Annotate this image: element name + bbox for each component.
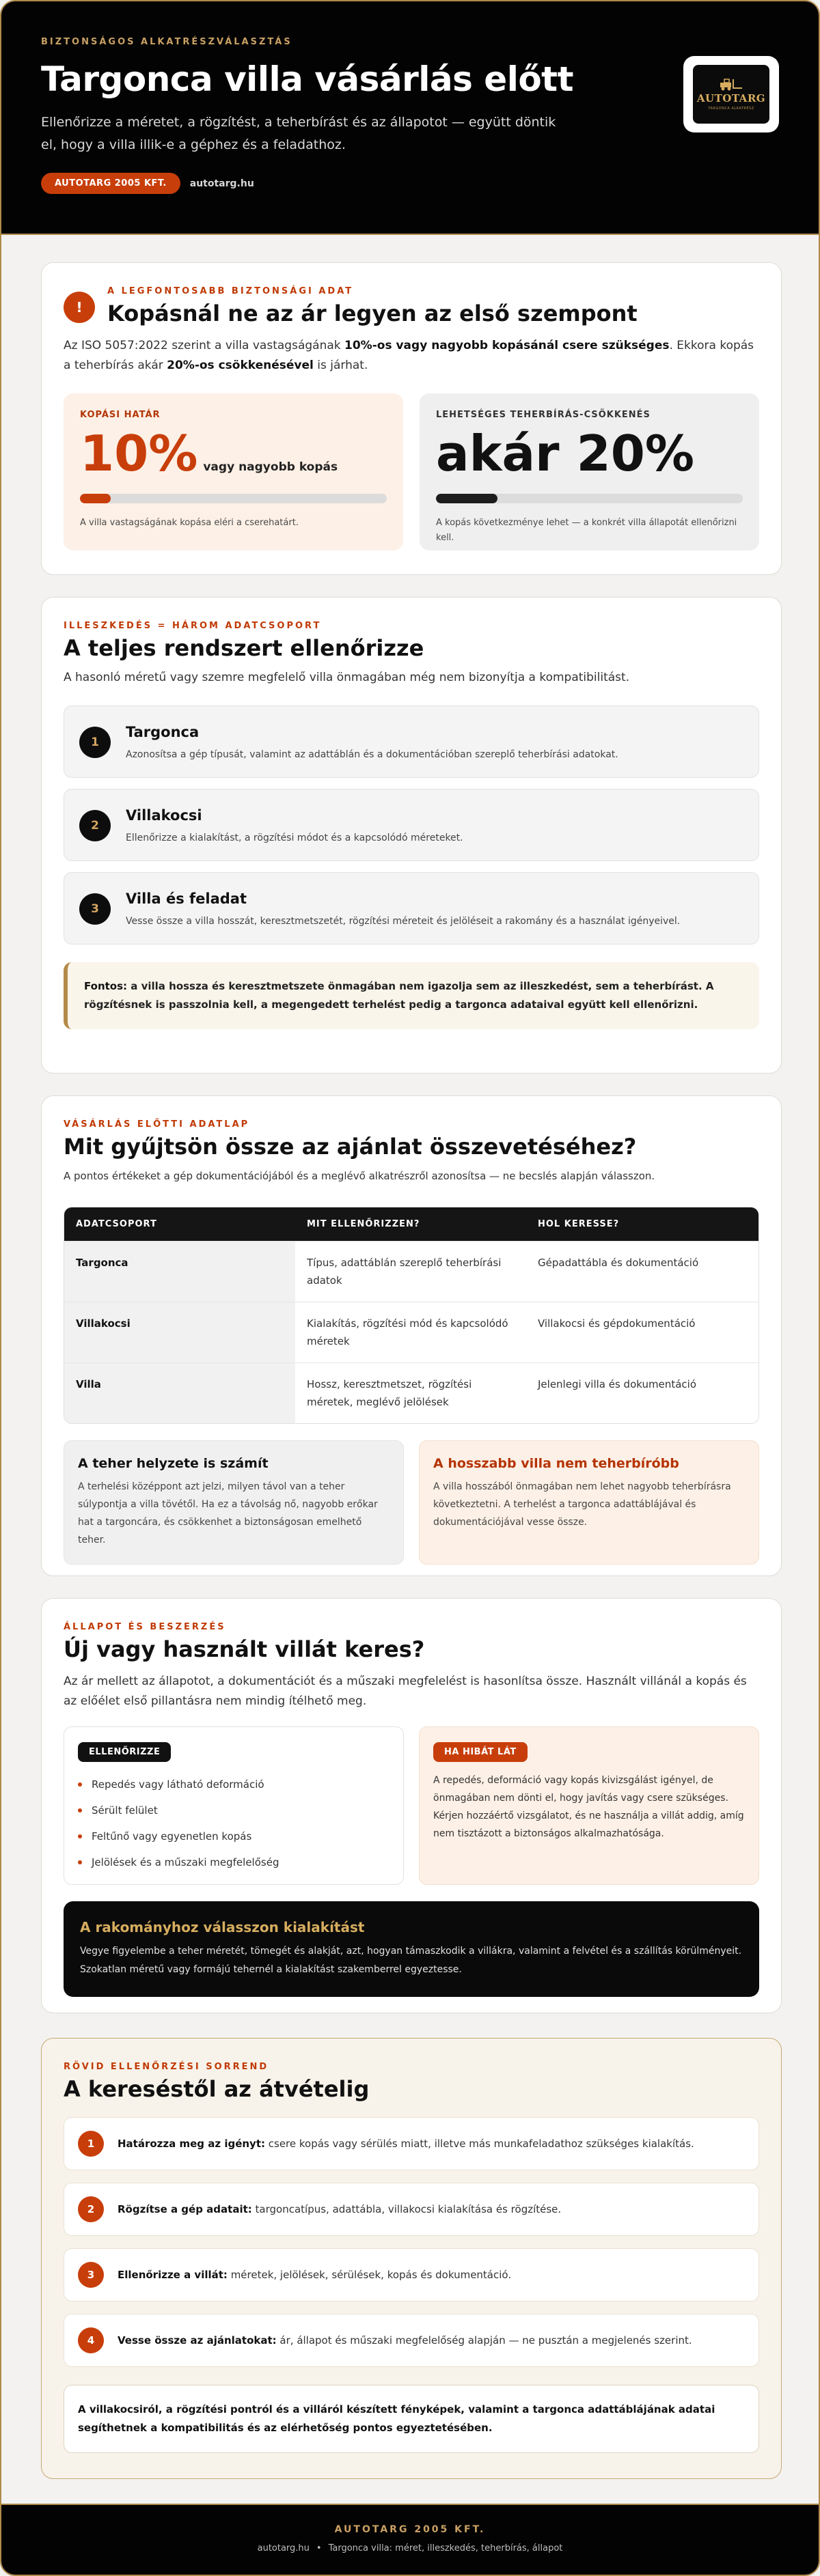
stat-suffix: vagy nagyobb kopás (203, 460, 338, 474)
number-badge: 2 (79, 810, 111, 841)
important-callout: Fontos: a villa hossza és keresztmetszete önmagában nem igazolja sem az illeszkedést, sem a teherbírást. A rögzítésnek is passzolnia kell, a megengedett terhelést pedig a targonca adataival együtt kell ellenőrizni. (64, 962, 759, 1029)
safety-title: Kopásnál ne az ár legyen az első szempont (107, 300, 638, 326)
fit-list (64, 705, 759, 944)
table-cell: Hossz, keresztmetszet, rögzítési méretek, meglévő jelölések (295, 1362, 526, 1423)
fit-intro: A hasonló méretű vagy szemre megfelelő villa önmagában még nem bizonyítja a kompatibilitást. (64, 671, 630, 684)
column-header: HOL KERESSE? (526, 1207, 758, 1241)
sheet-eyebrow: VÁSÁRLÁS ELŐTTI ADATLAP (64, 1119, 250, 1130)
logo-text: AUTOTARG (696, 92, 766, 104)
stat-value: akár 20% (436, 425, 694, 482)
forklift-icon (718, 79, 745, 91)
safety-head (64, 286, 759, 326)
safety-card (41, 262, 782, 575)
step-number: 3 (78, 2262, 104, 2288)
table-row (64, 1362, 758, 1423)
footer-line: autotarg.hu • Targonca villa: méret, illeszkedés, teherbírás, állapot (257, 2543, 563, 2553)
steps-eyebrow: RÖVID ELLENŐRZÉSI SORREND (64, 2062, 269, 2072)
stat-label: LEHETSÉGES TEHERBÍRÁS-CSÖKKENÉS (436, 410, 651, 420)
logo-subtext: TARGONCA ALKATRÉSZ (708, 106, 754, 111)
step-text: Rögzítse a gép adatait: targoncatípus, adattábla, villakocsi kialakítása és rögzítése. (118, 2203, 562, 2215)
stat-capacity-reduction (420, 393, 759, 550)
steps-card (41, 2038, 782, 2479)
safety-eyebrow: A LEGFONTOSABB BIZTONSÁGI ADAT (107, 286, 354, 296)
list-item: Repedés vagy látható deformáció (78, 1772, 390, 1797)
table-cell: Villa (64, 1362, 295, 1423)
page-footer (1, 2504, 819, 2575)
step-number: 4 (78, 2327, 104, 2353)
footer-site-link[interactable]: autotarg.hu (257, 2543, 310, 2553)
column-header: ADATCSOPORT (64, 1207, 295, 1241)
longer-fork-box (419, 1440, 759, 1565)
step-text: Ellenőrizze a villát: méretek, jelölések, sérülések, kopás és dokumentáció. (118, 2269, 512, 2281)
info-boxes (64, 1440, 759, 1565)
safety-intro: Az ISO 5057:2022 szerint a villa vastagságának 10%-os vagy nagyobb kopásánál csere szükséges. Ekkora kopás a teherbírás akár 20%-os csökkenésével is járhat. (64, 339, 754, 372)
header-eyebrow: BIZTONSÁGOS ALKATRÉSZVÁLASZTÁS (41, 37, 292, 47)
box-desc: A terhelési középpont azt jelzi, milyen távol van a teher súlypontja a villa tövétől. Ha ez a távolság nő, nagyobb erőkar hat a targoncára, és csökkenhet a biztonságosan emelhető teher. (78, 1481, 378, 1545)
step-number: 1 (78, 2131, 104, 2157)
item-desc: Azonosítsa a gép típusát, valamint az adattáblán és a dokumentációban szereplő teherbírási adatokat. (126, 749, 618, 760)
condition-title: Új vagy használt villát keres? (64, 1636, 425, 1662)
load-banner (64, 1901, 759, 1997)
step-text: Vesse össze az ajánlatokat: ár, állapot és műszaki megfelelőség alapján — ne pusztán a megjelenés szerint. (118, 2334, 692, 2347)
footer-brand: AUTOTARG 2005 KFT. (334, 2524, 486, 2535)
table-cell: Típus, adattáblán szereplő teherbírási adatok (295, 1241, 526, 1302)
number-badge: 3 (79, 893, 111, 925)
datasheet-card (41, 1095, 782, 1576)
condition-intro: Az ár mellett az állapotot, a dokumentációt és a műszaki megfelelést is hasonlítsa össze. Használt villánál a kopás és az előélet első pillantásra nem mindig ítélhető meg. (64, 1675, 747, 1708)
list-item (64, 2183, 759, 2236)
site-link[interactable]: autotarg.hu (189, 178, 254, 189)
list-item: Jelölések és a műszaki megfelelőség (78, 1849, 390, 1875)
list-item: Feltűnő vagy egyenetlen kopás (78, 1823, 390, 1849)
item-title: Villakocsi (126, 807, 202, 824)
page-header (1, 1, 819, 235)
alert-icon: ! (64, 292, 95, 323)
column-header: MIT ELLENŐRIZZEN? (295, 1207, 526, 1241)
safety-highlight-2: 20%-os csökkenésével (167, 359, 314, 372)
item-title: Villa és feladat (126, 891, 247, 907)
stat-note: A villa vastagságának kopása eléri a cserehatárt. (80, 518, 299, 528)
fit-title: A teljes rendszert ellenőrizze (64, 635, 424, 661)
bullet-icon (78, 1808, 82, 1812)
banner-title: A rakományhoz válasszon kialakítást (80, 1919, 365, 1935)
sheet-title: Mit gyűjtsön össze az ajánlat összevetéséhez? (64, 1134, 637, 1160)
list-item (64, 872, 759, 944)
step-text: Határozza meg az igényt: csere kopás vagy sérülés miatt, illetve más munkafeladathoz szükséges kialakítás. (118, 2138, 694, 2150)
box-title: A hosszabb villa nem teherbíróbb (433, 1456, 679, 1471)
stat-row (64, 393, 759, 550)
stat-label: KOPÁSI HATÁR (80, 410, 161, 420)
header-meta (41, 173, 779, 194)
number-badge: 1 (79, 727, 111, 758)
condition-eyebrow: ÁLLAPOT ÉS BESZERZÉS (64, 1622, 226, 1632)
fault-text: A repedés, deformáció vagy kopás kivizsgálást igényel, de önmagában nem dönti el, hogy javítás vagy csere szükséges. Kérjen hozzáértő vizsgálatot, és ne használja a villát addig, amíg nem tisztázott a biztonságos alkalmazhatósága. (433, 1775, 744, 1839)
fault-box (419, 1726, 759, 1885)
page-title: Targonca villa vásárlás előtt (41, 59, 573, 99)
logo-inner (693, 65, 769, 124)
stat-value: 10% (80, 425, 198, 482)
steps-title: A kereséstől az átvételig (64, 2076, 370, 2102)
check-box (64, 1726, 404, 1885)
final-note: A villakocsiról, a rögzítési pontról és a villáról készített fényképek, valamint a targonca adattáblájának adatai segíthetnek a kompatibilitás és az elérhetőség pontos egyeztetésében. (64, 2385, 759, 2453)
stat-bar-fill (80, 494, 111, 503)
logo[interactable] (683, 56, 779, 132)
safety-highlight-1: 10%-os vagy nagyobb kopásánál csere szükséges (344, 339, 670, 352)
brand-pill: AUTOTARG 2005 KFT. (41, 173, 180, 194)
bullet-icon (78, 1860, 82, 1864)
data-table (64, 1207, 759, 1424)
header-lead: Ellenőrizze a méretet, a rögzítést, a teherbírást és az állapotot — együtt döntik el, hogy a villa illik-e a géphez és a feladathoz. (41, 115, 556, 152)
check-tag: ELLENŐRIZZE (78, 1742, 171, 1762)
stat-wear-limit (64, 393, 403, 550)
condition-card (41, 1598, 782, 2013)
item-title: Targonca (126, 724, 200, 740)
check-list (78, 1772, 390, 1875)
list-item (64, 789, 759, 861)
box-desc: A villa hosszából önmagában nem lehet nagyobb teherbírásra következtetni. A terhelést a targonca adattáblájával és dokumentációjával vesse össze. (433, 1481, 731, 1528)
list-item (64, 705, 759, 778)
bullet-icon (78, 1782, 82, 1787)
list-item: Sérült felület (78, 1797, 390, 1823)
item-desc: Ellenőrizze a kialakítást, a rögzítési módot és a kapcsolódó méreteket. (126, 832, 463, 843)
box-title: A teher helyzete is számít (78, 1456, 269, 1471)
table-cell: Gépadattábla és dokumentáció (526, 1241, 758, 1302)
table-row (64, 1241, 758, 1302)
sheet-intro: A pontos értékeket a gép dokumentációjából és a meglévő alkatrészről azonosítsa — ne becslés alapján válasszon. (64, 1170, 655, 1182)
table-cell: Villakocsi és gépdokumentáció (526, 1302, 758, 1362)
footer-tagline: Targonca villa: méret, illeszkedés, teherbírás, állapot (328, 2543, 563, 2553)
list-item (64, 2314, 759, 2367)
stat-bar-fill (436, 494, 497, 503)
stat-note: A kopás következménye lehet — a konkrét villa állapotát ellenőrizni kell. (436, 518, 737, 543)
list-item (64, 2117, 759, 2170)
load-position-box (64, 1440, 404, 1565)
table-row (64, 1302, 758, 1362)
table-cell: Villakocsi (64, 1302, 295, 1362)
condition-boxes (64, 1726, 759, 1885)
table-cell: Jelenlegi villa és dokumentáció (526, 1362, 758, 1423)
fit-eyebrow: ILLESZKEDÉS = HÁROM ADATCSOPORT (64, 621, 322, 631)
list-item (64, 2248, 759, 2301)
fit-card (41, 597, 782, 1074)
table-cell: Targonca (64, 1241, 295, 1302)
step-number: 2 (78, 2196, 104, 2222)
table-cell: Kialakítás, rögzítési mód és kapcsolódó méretek (295, 1302, 526, 1362)
stat-bar-track (80, 494, 387, 503)
banner-text: Vegye figyelembe a teher méretét, tömegét és alakját, azt, hogyan támaszkodik a villákra, valamint a felvétel és a szállítás körülményeit. Szokatlan méretű vagy formájú tehernél a kialakítást szakemberrel egyeztesse. (80, 1946, 742, 1975)
stat-bar-track (436, 494, 743, 503)
steps-list (64, 2117, 759, 2367)
fault-tag: HA HIBÁT LÁT (433, 1742, 528, 1762)
bullet-icon (78, 1834, 82, 1838)
item-desc: Vesse össze a villa hosszát, keresztmetszetét, rögzítési méreteit és jelöléseit a rakomány és a használat igényeivel. (126, 916, 681, 927)
